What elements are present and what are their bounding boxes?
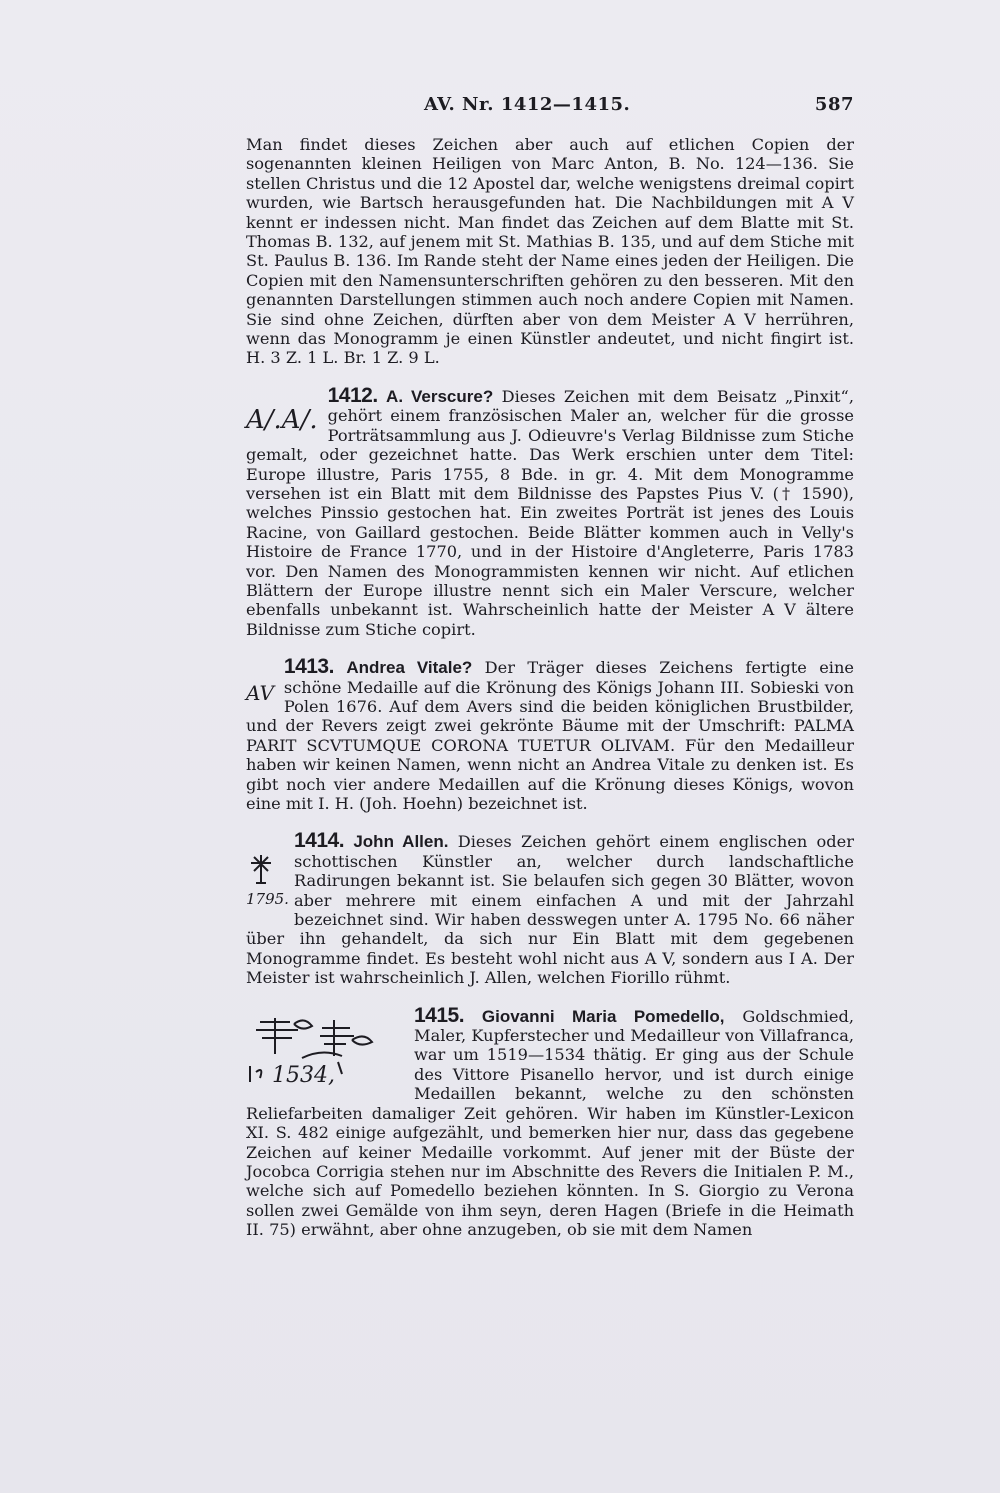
signature-pomedello-icon [242, 1012, 402, 1092]
monogram-allen-icon [246, 853, 276, 887]
entry-1413 [246, 657, 854, 813]
text-block [246, 135, 854, 1240]
entry-number: 1414. [294, 829, 345, 853]
entry-name: Andrea Vitale? [346, 658, 473, 678]
entry-1414 [246, 831, 854, 987]
monogram-av-dotted [246, 404, 318, 435]
entry-number: 1412. [327, 383, 378, 407]
monogram-allen [246, 853, 289, 911]
entry-text: Dieses Zeichen gehört einem englischen oder schottischen Künstler an, welcher durch landschaftliche Radirungen bekannt ist. Sie belaufen sich gegen 30 Blätter, wovon aber mehrere mit einem einfachen A und mit der Jahrzahl bezeichnet sind. Wir haben desswegen unter A. 1795 No. 66 näher über ihn gehandelt, da sich nur Ein Blatt mit dem gegebenen Monogramme findet. Es besteht wohl nicht aus A V, sondern aus I A. Der Meister ist wahrscheinlich J. Allen, welchen Fiorillo rühmt. [246, 832, 854, 988]
entry-number: 1413. [283, 655, 334, 679]
page-header [246, 94, 854, 122]
entry-text: Goldschmied, Maler, Kupferstecher und Medailleur von Villafranca, war um 1519—1534 thätig. Er ging aus der Schule des Vittore Pisanello hervor, und ist durch einige Medaillen bekannt, welche zu den schönsten Reliefarbeiten damaliger Zeit gehören. Wir haben im Künstler-Lexicon XI. S. 482 einige aufgezählt, und bemerken hier nur, dass das gegebene Zeichen auf keiner Medaille vorkommt. Auf jener mit der Büste der Jocobca Corrigia stehen nur im Abschnitte des Revers die Initialen P. M., welche sich auf Pomedello beziehen könnten. In S. Giorgio zu Verona sollen zwei Gemälde von ihm seyn, deren Hagen (Briefe in die Heimath II. 75) erwähnt, aber ohne anzugeben, ob sie mit dem Namen [246, 1006, 854, 1240]
signature-pomedello [242, 1012, 402, 1096]
entry-name: John Allen. [353, 832, 449, 852]
entry-name: Giovanni Maria Pomedello, [481, 1006, 725, 1026]
monogram-year: 1795. [246, 890, 289, 909]
monogram-glyph: AV [246, 681, 274, 706]
entry-1415 [246, 1003, 854, 1240]
intro-paragraph: Man findet dieses Zeichen aber auch auf etlichen Copien der sogenannten kleinen Heiligen von Marc Anton, B. No. 124—136. Sie stellen Christus und die 12 Apostel dar, welche wenigstens dreimal copirt wurden, wie Bartsch herausgefunden hat. Die Nachbildungen mit A V kennt er indessen nicht. Man findet das Zeichen auf dem Blatte mit St. Thomas B. 132, auf jenem mit St. Mathias B. 135, und auf dem Stiche mit St. Paulus B. 136. Im Rande steht der Name eines jeden der Heiligen. Die Copien mit den Namensunterschriften gehören zu den besseren. Mit den genannten Darstellungen stimmen auch noch andere Copien mit Namen. Sie sind ohne Zeichen, dürften aber von dem Meister A V herrühren, wenn das Monogramm je einen Künstler andeutet, und nicht fingirt ist. H. 3 Z. 1 L. Br. 1 Z. 9 L. [246, 135, 854, 368]
signature-year: 1534, [272, 1062, 335, 1088]
entry-text: Der Träger dieses Zeichens fertigte eine schöne Medaille auf die Krönung des Königs Johann III. Sobieski von Polen 1676. Auf dem Avers sind die beiden königlichen Brustbilder, und der Revers zeigt zwei gekrönte Bäume mit der Umschrift: PALMA PARIT SCVTUMQUE CORONA TUETUR OLIVAM. Für den Medailleur haben wir keinen Namen, wenn nicht an Andrea Vitale zu denken ist. Es gibt noch vier andere Medaillen auf die Krönung dieses Königs, wovon eine mit I. H. (Joh. Hoehn) bezeichnet ist. [246, 658, 854, 813]
entry-1412 [246, 383, 854, 639]
monogram-av [246, 681, 274, 705]
running-title: AV. Nr. 1412—1415. [424, 94, 631, 115]
entry-text: Dieses Zeichen mit dem Beisatz „Pinxit“, gehört einem französischen Maler an, welcher für die grosse Porträtsammlung aus J. Odieuvre's Verlag Bildnisse zum Stiche gemalt, oder gezeichnet hatte. Das Werk erschien unter dem Titel: Europe illustre, Paris 1755, 8 Bde. in gr. 4. Mit dem Monogramme versehen ist ein Blatt mit dem Bildnisse des Papstes Pius V. († 1590), welches Pinssio gestochen hat. Ein zweites Porträt ist jenes des Louis Racine, von Gaillard gestochen. Beide Blätter kommen auch in Velly's Histoire de France 1770, und in der Histoire d'Angleterre, Paris 1783 vor. Den Namen des Monogrammisten kennen wir nicht. Auf etlichen Blättern der Europe illustre nennt sich ein Maler Verscure, welcher ebenfalls unbekannt ist. Wahrscheinlich hatte der Meister A V ältere Bildnisse zum Stiche copirt. [246, 386, 854, 639]
entry-number: 1415. [414, 1003, 465, 1027]
page-number: 587 [814, 94, 854, 115]
entry-name: A. Verscure? [386, 386, 494, 406]
monogram-glyph: A/.A/. [246, 404, 318, 435]
